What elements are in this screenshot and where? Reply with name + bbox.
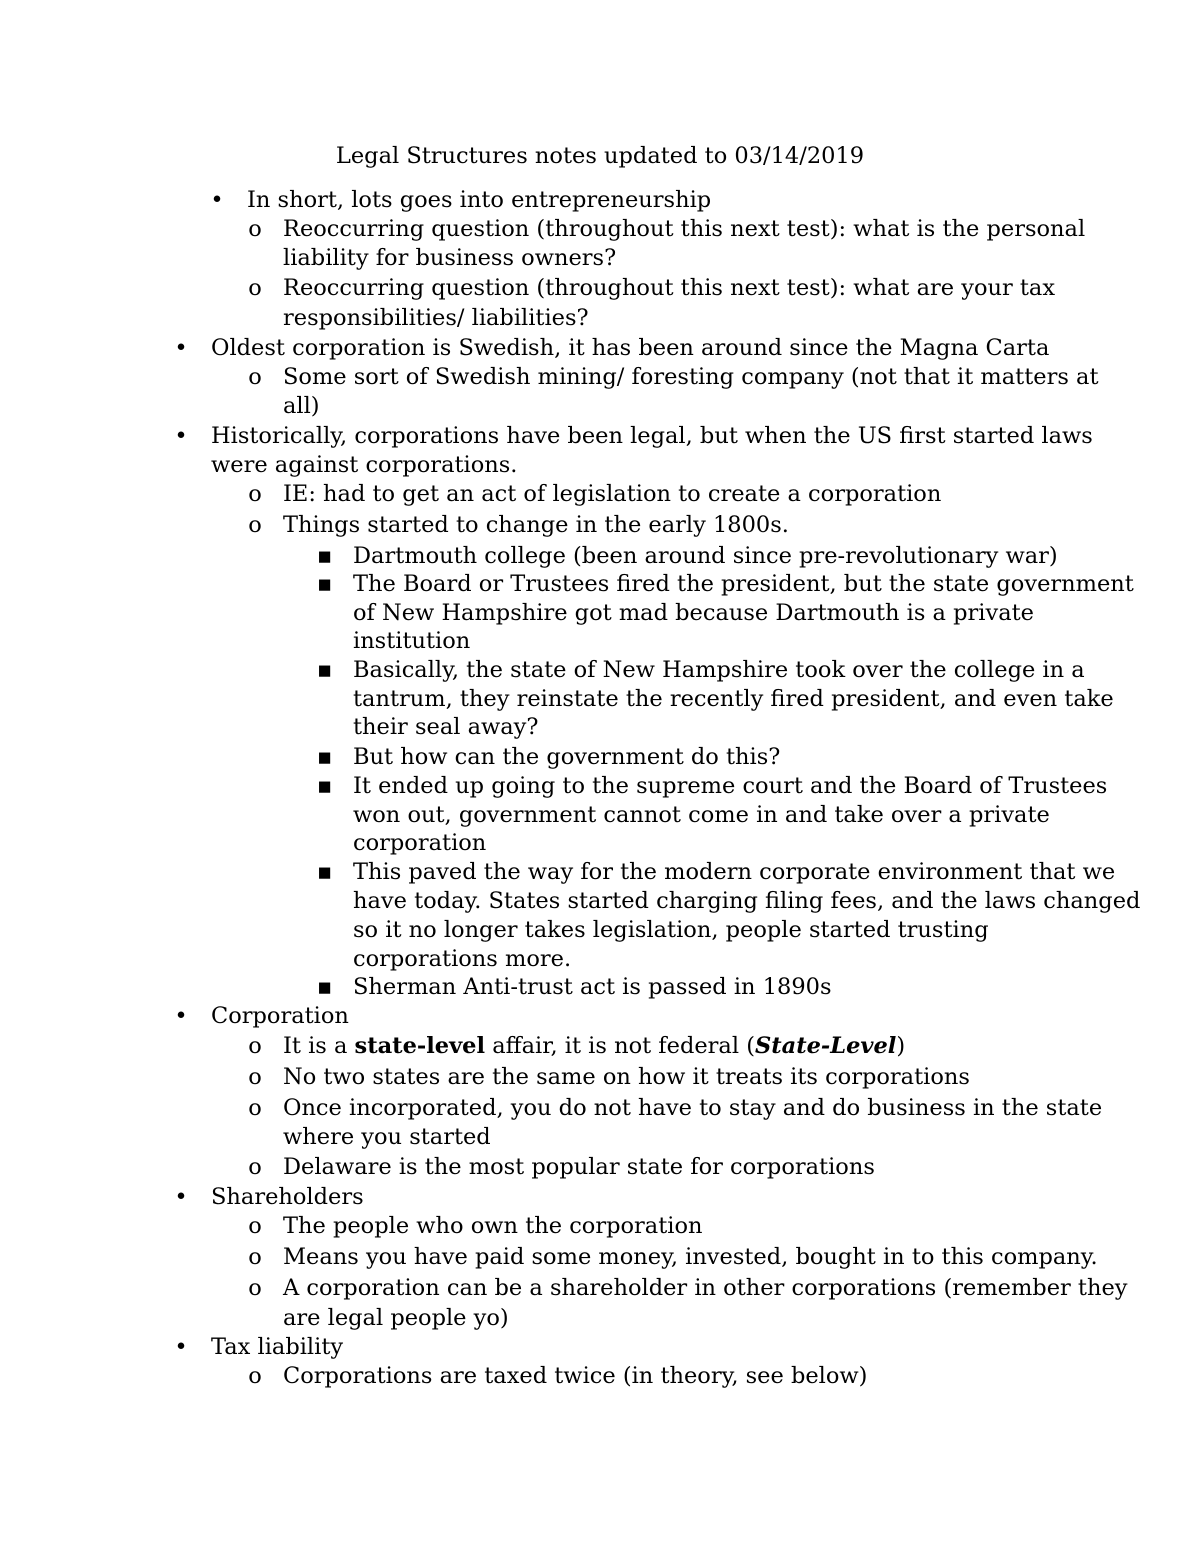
list-item: Historically, corporations have been legal, but when the US first started laws — [211, 423, 1093, 449]
list-item: Corporations are taxed twice (in theory, see below) — [283, 1363, 868, 1389]
page-title: Legal Structures notes updated to 03/14/2019 — [335, 143, 865, 169]
bullet-icon: • — [174, 335, 188, 361]
bullet-icon: • — [210, 187, 224, 213]
list-item-continuation: tantrum, they reinstate the recently fired president, and even take — [353, 686, 1114, 712]
list-item: The Board or Trustees fired the president, but the state government — [353, 571, 1134, 597]
list-item-continuation: have today. States started charging filing fees, and the laws changed — [353, 888, 1141, 914]
list-item: It ended up going to the supreme court and the Board of Trustees — [353, 773, 1108, 799]
list-item: Tax liability — [211, 1334, 344, 1360]
list-item: Things started to change in the early 1800s. — [283, 512, 789, 538]
square-bullet-icon: ▪ — [317, 543, 333, 569]
bullet-icon: • — [174, 1334, 188, 1360]
list-item: IE: had to get an act of legislation to create a corporation — [283, 481, 942, 507]
list-item: Dartmouth college (been around since pre-revolutionary war) — [353, 543, 1058, 569]
circle-bullet-icon: o — [248, 275, 262, 301]
list-item-continuation: institution — [353, 628, 471, 654]
list-item-continuation: where you started — [283, 1124, 491, 1150]
list-item-continuation: liability for business owners? — [283, 245, 617, 271]
list-item-continuation: won out, government cannot come in and take over a private — [353, 802, 1050, 828]
list-item: This paved the way for the modern corporate environment that we — [353, 859, 1116, 885]
list-item: In short, lots goes into entrepreneurship — [247, 187, 712, 213]
bullet-icon: • — [174, 1184, 188, 1210]
list-item-continuation: corporations more. — [353, 946, 572, 972]
list-item: Once incorporated, you do not have to stay and do business in the state — [283, 1095, 1103, 1121]
square-bullet-icon: ▪ — [317, 657, 333, 683]
list-item: Some sort of Swedish mining/ foresting company (not that it matters at — [283, 364, 1099, 390]
circle-bullet-icon: o — [248, 481, 262, 507]
bold-text: state-level — [354, 1033, 486, 1059]
square-bullet-icon: ▪ — [317, 859, 333, 885]
square-bullet-icon: ▪ — [317, 744, 333, 770]
list-item: Shareholders — [211, 1184, 364, 1210]
text-segment: affair, it is not federal ( — [485, 1033, 755, 1059]
list-item-state-level — [283, 1032, 905, 1060]
bullet-icon: • — [174, 1003, 188, 1029]
list-item: But how can the government do this? — [353, 744, 781, 770]
list-item-continuation: were against corporations. — [211, 452, 518, 478]
circle-bullet-icon: o — [248, 364, 262, 390]
square-bullet-icon: ▪ — [317, 974, 333, 1000]
text-segment: It is a — [283, 1033, 355, 1059]
list-item: No two states are the same on how it treats its corporations — [283, 1064, 970, 1090]
list-item: Reoccurring question (throughout this next test): what are your tax — [283, 275, 1056, 301]
list-item: Basically, the state of New Hampshire took over the college in a — [353, 657, 1085, 683]
list-item: Means you have paid some money, invested, bought in to this company. — [283, 1244, 1098, 1270]
square-bullet-icon: ▪ — [317, 571, 333, 597]
circle-bullet-icon: o — [248, 512, 262, 538]
list-item-continuation: so it no longer takes legislation, people started trusting — [353, 917, 989, 943]
list-item: A corporation can be a shareholder in other corporations (remember they — [283, 1275, 1128, 1301]
circle-bullet-icon: o — [248, 1033, 262, 1059]
list-item-continuation: their seal away? — [353, 714, 539, 740]
circle-bullet-icon: o — [248, 1213, 262, 1239]
list-item: Corporation — [211, 1003, 349, 1029]
bold-italic-text: State-Level — [754, 1033, 897, 1059]
circle-bullet-icon: o — [248, 1095, 262, 1121]
list-item-continuation: all) — [283, 393, 320, 419]
list-item-continuation: responsibilities/ liabilities? — [283, 305, 589, 331]
circle-bullet-icon: o — [248, 216, 262, 242]
list-item: Reoccurring question (throughout this next test): what is the personal — [283, 216, 1086, 242]
circle-bullet-icon: o — [248, 1154, 262, 1180]
square-bullet-icon: ▪ — [317, 773, 333, 799]
circle-bullet-icon: o — [248, 1244, 262, 1270]
list-item: Sherman Anti-trust act is passed in 1890s — [353, 974, 832, 1000]
circle-bullet-icon: o — [248, 1064, 262, 1090]
text-segment: ) — [896, 1033, 906, 1059]
list-item-continuation: corporation — [353, 830, 487, 856]
list-item: The people who own the corporation — [283, 1213, 703, 1239]
list-item-continuation: of New Hampshire got mad because Dartmouth is a private — [353, 600, 1034, 626]
circle-bullet-icon: o — [248, 1275, 262, 1301]
bullet-icon: • — [174, 423, 188, 449]
list-item: Oldest corporation is Swedish, it has been around since the Magna Carta — [211, 335, 1050, 361]
circle-bullet-icon: o — [248, 1363, 262, 1389]
list-item: Delaware is the most popular state for corporations — [283, 1154, 875, 1180]
list-item-continuation: are legal people yo) — [283, 1305, 509, 1331]
